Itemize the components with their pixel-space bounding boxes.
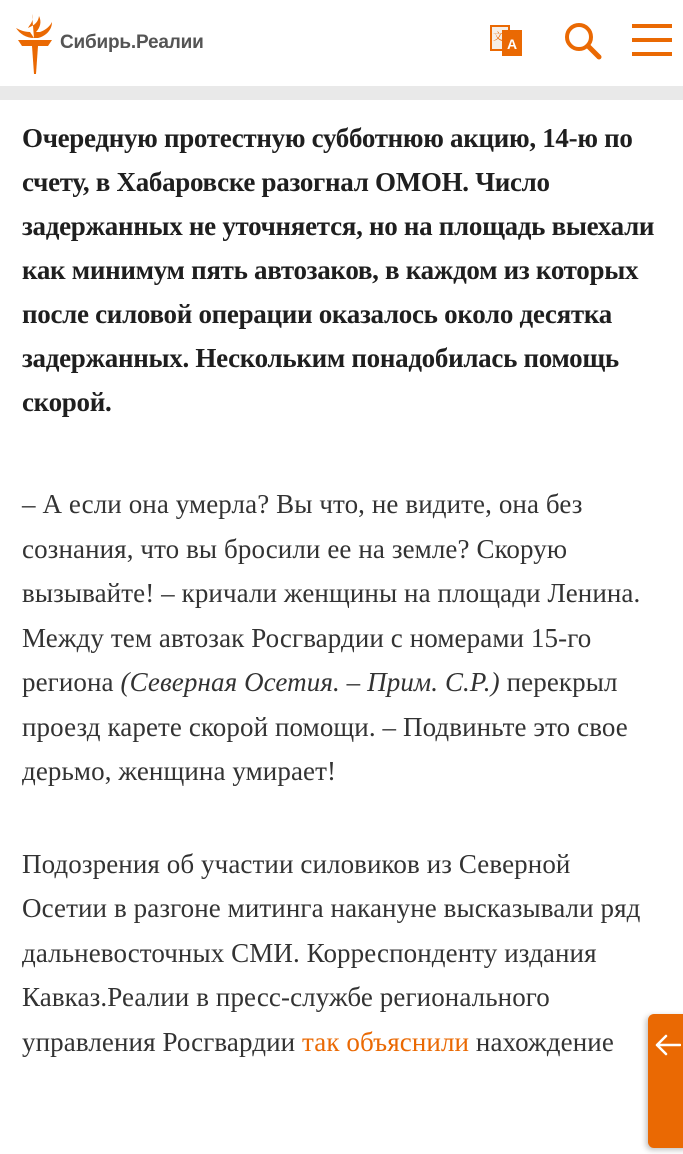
- svg-text:文: 文: [493, 32, 503, 43]
- paragraph-text: нахождение: [469, 1026, 614, 1057]
- paragraph-text: – А если она умерла? Вы что, не видите, она без сознания, что вы бросили ее на земле? Скорую вызывайте! – кричали женщины на площади Ленина. Между тем автозак Росгвардии с номерами 15-го региона: [22, 489, 641, 697]
- article-paragraph-1: [22, 482, 662, 794]
- search-button[interactable]: [560, 18, 604, 62]
- article-body: [22, 116, 662, 1064]
- svg-text:A: A: [506, 36, 518, 52]
- side-back-tab[interactable]: [648, 1014, 683, 1148]
- search-icon: [562, 20, 602, 60]
- paragraph-text: Подозрения об участии силовиков из Северной Осетии в разгоне митинга накануне высказывали ряд дальневосточных СМИ. Корреспонденту издания Кавказ.Реалии в пресс-службе регионального управления Росгвардии: [22, 848, 641, 1057]
- site-logo[interactable]: [12, 8, 204, 78]
- editor-note: (Северная Осетия. – Прим. С.Р.): [120, 667, 500, 697]
- bottom-fade: [0, 1138, 683, 1154]
- header-separator: [0, 86, 683, 100]
- arrow-left-icon: [655, 1034, 681, 1056]
- translate-button[interactable]: [484, 18, 528, 62]
- logo-text: Сибирь.Реалии: [60, 32, 204, 53]
- menu-button[interactable]: [630, 18, 674, 62]
- translate-icon: [488, 22, 524, 58]
- article-lead: Очередную протестную субботнюю акцию, 14-ю по счету, в Хабаровске разогнал ОМОН. Число задержанных не уточняется, но на площадь выехали как минимум пять автозаков, в каждом из которых после силовой операции оказалось около десятка задержанных. Нескольким понадобилась помощь скорой.: [22, 123, 655, 417]
- article-link[interactable]: так объяснили: [302, 1026, 470, 1057]
- article-paragraph-2: [22, 842, 662, 1065]
- paragraph-text: перекрыл проезд карете скорой помощи. – Подвиньте это свое дерьмо, женщина умирает!: [22, 667, 628, 786]
- site-header: [0, 0, 683, 86]
- torch-logo-icon: [12, 10, 58, 76]
- menu-icon: [630, 20, 674, 60]
